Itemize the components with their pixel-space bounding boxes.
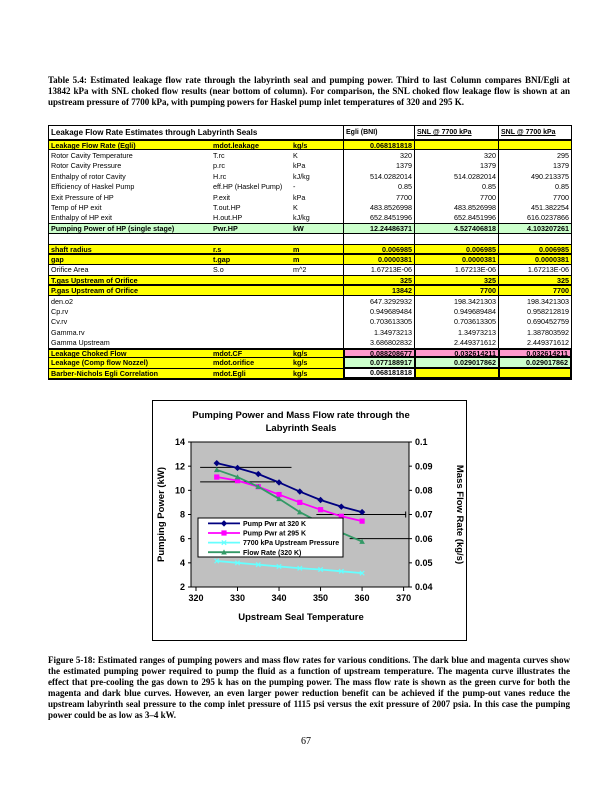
table-cell: 198.3421303 [498, 296, 571, 306]
table-cell: 320 [343, 150, 414, 160]
table-cell: 1.67213E-06 [414, 265, 498, 275]
table-cell: 0.949689484 [343, 306, 414, 316]
table-cell: Leakage (Comp flow Nozzel) [49, 358, 211, 368]
table-cell [414, 234, 498, 244]
table-cell: 652.8451996 [343, 213, 414, 223]
table-cell: Orifice Area [51, 265, 89, 275]
table-cell: 7700 [343, 192, 414, 202]
table-cell: 647.3292932 [343, 296, 414, 306]
table-cell: 0.068181818 [343, 140, 414, 150]
table-cell: 652.8451996 [414, 213, 498, 223]
table-header-cell: SNL @ 7700 kPa [498, 126, 571, 139]
table-row [49, 234, 571, 244]
left-axis-title: Pumping Power (kW) [156, 467, 167, 562]
table-cell: K [293, 151, 298, 161]
table-cell: 1379 [343, 161, 414, 171]
table-cell: 2.449371612 [498, 337, 571, 347]
right-tick-label: 0.1 [415, 437, 428, 448]
table-cell: Pwr.HP [211, 223, 291, 233]
table-row [49, 285, 571, 295]
table-row [49, 161, 571, 171]
table-cell: 0.029017862 [498, 358, 571, 368]
table-cell: 514.0282014 [414, 171, 498, 181]
left-tick-label: 6 [179, 533, 185, 544]
table-cell: shaft radius [49, 244, 211, 254]
table-row [49, 265, 571, 275]
table-cell: 0.0000381 [343, 254, 414, 264]
table-header-row [49, 126, 571, 140]
table-cell: T.gas Upstream of Orifice [49, 275, 211, 285]
table-cell [49, 234, 211, 244]
table-header-cell: SNL @ 7700 kPa [414, 126, 498, 139]
table-cell: Gamma Upstream [51, 338, 110, 348]
table-cell: 0.958212819 [498, 306, 571, 316]
table-cell [291, 337, 343, 347]
table-cell: 616.0237866 [498, 213, 571, 223]
marker-square [221, 530, 226, 535]
table-row [49, 244, 571, 254]
table-cell: T.rc [213, 151, 225, 161]
table-row [49, 213, 571, 223]
table-row [49, 182, 571, 192]
table-cell: H.rc [213, 171, 227, 181]
chart-title: Pumping Power and Mass Flow rate through the [192, 410, 410, 421]
table-cell: 0.032614211 [498, 348, 571, 358]
table-cell: gap [49, 254, 211, 264]
table-cell [414, 369, 498, 379]
table-cell [211, 337, 291, 347]
table-cell [291, 327, 343, 337]
page-number: 67 [301, 736, 311, 747]
table-cell: mdot.CF [211, 348, 291, 358]
table-cell: Enthalpy of HP exit [51, 213, 112, 223]
table-cell: 325 [414, 275, 498, 285]
table-cell: 483.8526998 [343, 202, 414, 212]
table-cell: mdot.orifice [211, 358, 291, 368]
table-row [49, 327, 571, 337]
left-tick-label: 10 [174, 485, 185, 496]
table-header-cell: Egli (BNI) [343, 126, 414, 139]
table-cell: 0.703613305 [414, 317, 498, 327]
table-cell: Efficiency of Haskel Pump [51, 182, 135, 192]
table-cell: P.gas Upstream of Orifice [49, 285, 211, 295]
table-cell: 198.3421303 [414, 296, 498, 306]
table-cell: Exit Pressure of HP [51, 192, 114, 202]
table-header-cell: Leakage Flow Rate Estimates through Labyrinth Seals [51, 128, 258, 137]
table-cell: 1.34973213 [414, 327, 498, 337]
right-axis-title: Mass Flow Rate (kg/s) [454, 464, 465, 565]
table-cell [211, 327, 291, 337]
table-cell: 490.213375 [498, 171, 571, 181]
table-cell: mdot.Egli [211, 369, 291, 379]
left-tick-label: 14 [174, 437, 185, 448]
table-cell: Rotor Cavity Pressure [51, 161, 122, 171]
x-axis-title: Upstream Seal Temperature [238, 612, 364, 623]
table-cell: 0.0000381 [414, 254, 498, 264]
legend-label: Pump Pwr at 295 K [243, 530, 307, 538]
table-cell: P.exit [213, 192, 231, 202]
table-cell: S.o [213, 265, 224, 275]
marker-square [318, 507, 323, 512]
table-cell [211, 234, 291, 244]
table-cell: 2.449371612 [414, 337, 498, 347]
right-tick-label: 0.05 [415, 558, 433, 569]
chart-title: Labyrinth Seals [265, 423, 337, 434]
table-cell: 325 [343, 275, 414, 285]
x-tick-label: 330 [229, 593, 246, 603]
table-row [49, 192, 571, 202]
table-row [49, 358, 571, 368]
legend-label: Flow Rate (320 K) [243, 549, 302, 557]
table-row [49, 296, 571, 306]
table-cell: kg/s [291, 369, 343, 379]
x-tick-label: 360 [354, 593, 370, 603]
table-row [49, 171, 571, 181]
table-cell: 451.382254 [498, 202, 571, 212]
right-tick-label: 0.09 [415, 461, 433, 472]
leakage-table [48, 125, 572, 380]
table-cell: mdot.leakage [211, 140, 291, 150]
table-cell: 0.006985 [414, 244, 498, 254]
left-tick-label: 2 [179, 582, 185, 593]
table-cell [343, 234, 414, 244]
table-caption: Table 5.4: Estimated leakage flow rate through the labyrinth seal and pumping power. Third to last Column compares BNI/Egli at 13842 kPa with SNL choked flow results (near bottom of column). For comparison, the SNL choked flow leakage flow is shown at an upstream pressure of 7700 kPa, with pumping powers for Haskel pump inlet temperatures of 320 and 295 K. [48, 75, 570, 107]
right-tick-label: 0.08 [415, 485, 433, 496]
table-cell [291, 306, 343, 316]
table-row [49, 140, 571, 150]
legend-label: 7700 kPa Upstream Pressure [243, 540, 340, 548]
table-cell: 1.67213E-06 [343, 265, 414, 275]
left-tick-label: 8 [179, 509, 185, 520]
table-cell: Rotor Cavity Temperature [51, 151, 133, 161]
table-cell: Gamma.rv [51, 327, 85, 337]
table-cell: 0.85 [343, 182, 414, 192]
table-cell: 0.85 [414, 182, 498, 192]
table-cell: den.o2 [51, 296, 73, 306]
table-cell: kPa [293, 161, 306, 171]
table-cell: 295 [498, 150, 571, 160]
table-row [49, 337, 571, 347]
table-cell [498, 369, 571, 379]
legend-label: Pump Pwr at 320 K [243, 521, 307, 528]
table-cell: 7700 [498, 285, 571, 295]
table-cell: 0.006985 [343, 244, 414, 254]
table-cell: H.out.HP [213, 213, 243, 223]
marker-square [297, 500, 302, 505]
table-cell: 1.34973213 [343, 327, 414, 337]
table-cell: eff.HP (Haskel Pump) [213, 182, 283, 192]
table-cell: Pumping Power of HP (single stage) [49, 223, 211, 233]
table-cell: t.gap [211, 254, 291, 264]
table-cell: p.rc [213, 161, 225, 171]
table-cell [291, 285, 343, 295]
table-cell: 3.686802832 [343, 337, 414, 347]
table-cell: Cp.rv [51, 306, 69, 316]
table-cell: 325 [498, 275, 571, 285]
table-cell: K [293, 203, 298, 213]
table-cell: 0.029017862 [414, 358, 498, 368]
table-cell: Enthalpy of rotor Cavity [51, 171, 126, 181]
table-row [49, 348, 571, 358]
table-cell: Barber-Nichols Egli Correlation [49, 369, 211, 379]
left-tick-label: 4 [179, 558, 185, 569]
table-cell [291, 275, 343, 285]
table-cell: 0.032614211 [414, 348, 498, 358]
table-cell [211, 275, 291, 285]
table-row [49, 150, 571, 160]
table-cell [211, 296, 291, 306]
table-cell: 13842 [343, 285, 414, 295]
table-cell: 514.0282014 [343, 171, 414, 181]
table-cell: 0.703613305 [343, 317, 414, 327]
table-cell: 7700 [414, 285, 498, 295]
x-tick-label: 340 [271, 593, 287, 603]
x-tick-label: 370 [396, 593, 412, 603]
table-cell: r.s [211, 244, 291, 254]
right-tick-label: 0.07 [415, 509, 433, 520]
table-cell: 0.088208677 [343, 348, 414, 358]
table-cell: 1.387803592 [498, 327, 571, 337]
table-cell: 0.006985 [498, 244, 571, 254]
table-cell: 4.103207261 [498, 223, 571, 233]
right-tick-label: 0.06 [415, 533, 433, 544]
table-cell: 1.67213E-06 [498, 265, 571, 275]
table-cell: m^2 [293, 265, 307, 275]
marker-square [214, 474, 219, 479]
table-cell: kJ/kg [293, 213, 310, 223]
table-cell: Temp of HP exit [51, 203, 102, 213]
table-row [49, 275, 571, 285]
table-cell [211, 285, 291, 295]
table-cell: 7700 [498, 192, 571, 202]
right-tick-label: 0.04 [415, 582, 433, 593]
table-cell: 320 [414, 150, 498, 160]
table-cell: kPa [293, 192, 306, 202]
figure-chart-frame [152, 400, 467, 641]
left-tick-label: 12 [174, 461, 185, 472]
table-cell: 1379 [498, 161, 571, 171]
table-cell: 1379 [414, 161, 498, 171]
table-cell: Leakage Choked Flow [49, 348, 211, 358]
table-cell: kg/s [291, 358, 343, 368]
table-cell: - [293, 182, 296, 192]
table-cell: 0.690452759 [498, 317, 571, 327]
table-cell: Cv.rv [51, 317, 68, 327]
table-cell: 0.85 [498, 182, 571, 192]
table-cell: 0.068181818 [343, 369, 414, 379]
table-cell: m [291, 244, 343, 254]
table-row [49, 223, 571, 233]
pumping-power-chart [153, 401, 468, 642]
table-cell [211, 306, 291, 316]
table-cell: kg/s [291, 140, 343, 150]
figure-caption: Figure 5-18: Estimated ranges of pumping powers and mass flow rates for various conditions. The dark blue and magenta curves show the estimated pumping power required to pump the fluid as a function of upstream temperature. The magenta curve illustrates the effect that pre-cooling the gas down to 295 k has on the pumping power. The mass flow rate is shown as the green curve for both the magenta and dark blue curves. However, an even larger power reduction benefit can be achieved if the pump-out vanes reduce the upstream labyrinth seal pressure to the comp inlet pressure of 1115 psi versus the exit pressure of 2007 psia. In this case the pumping power could be as low as 3–4 kW. [48, 655, 570, 720]
table-cell: 4.527406818 [414, 223, 498, 233]
table-row [49, 202, 571, 212]
table-cell [498, 140, 571, 150]
table-row [49, 254, 571, 264]
marker-square [359, 519, 364, 524]
table-cell: 0.077188917 [343, 358, 414, 368]
x-tick-label: 350 [313, 593, 329, 603]
table-cell: 0.949689484 [414, 306, 498, 316]
table-cell [211, 317, 291, 327]
table-cell: 0.0000381 [498, 254, 571, 264]
table-cell: kJ/kg [293, 171, 310, 181]
table-cell: m [291, 254, 343, 264]
table-cell [291, 317, 343, 327]
table-cell [414, 140, 498, 150]
table-cell [291, 234, 343, 244]
table-cell: Leakage Flow Rate (Egli) [49, 140, 211, 150]
table-cell: 7700 [414, 192, 498, 202]
table-row [49, 306, 571, 316]
table-cell: 483.8526998 [414, 202, 498, 212]
table-cell [498, 234, 571, 244]
table-row [49, 317, 571, 327]
table-cell: 12.24486371 [343, 223, 414, 233]
table-cell: kg/s [291, 348, 343, 358]
table-row [49, 369, 571, 379]
x-tick-label: 320 [188, 593, 204, 603]
table-cell [291, 296, 343, 306]
table-cell: T.out.HP [213, 203, 241, 213]
table-cell: kW [291, 223, 343, 233]
